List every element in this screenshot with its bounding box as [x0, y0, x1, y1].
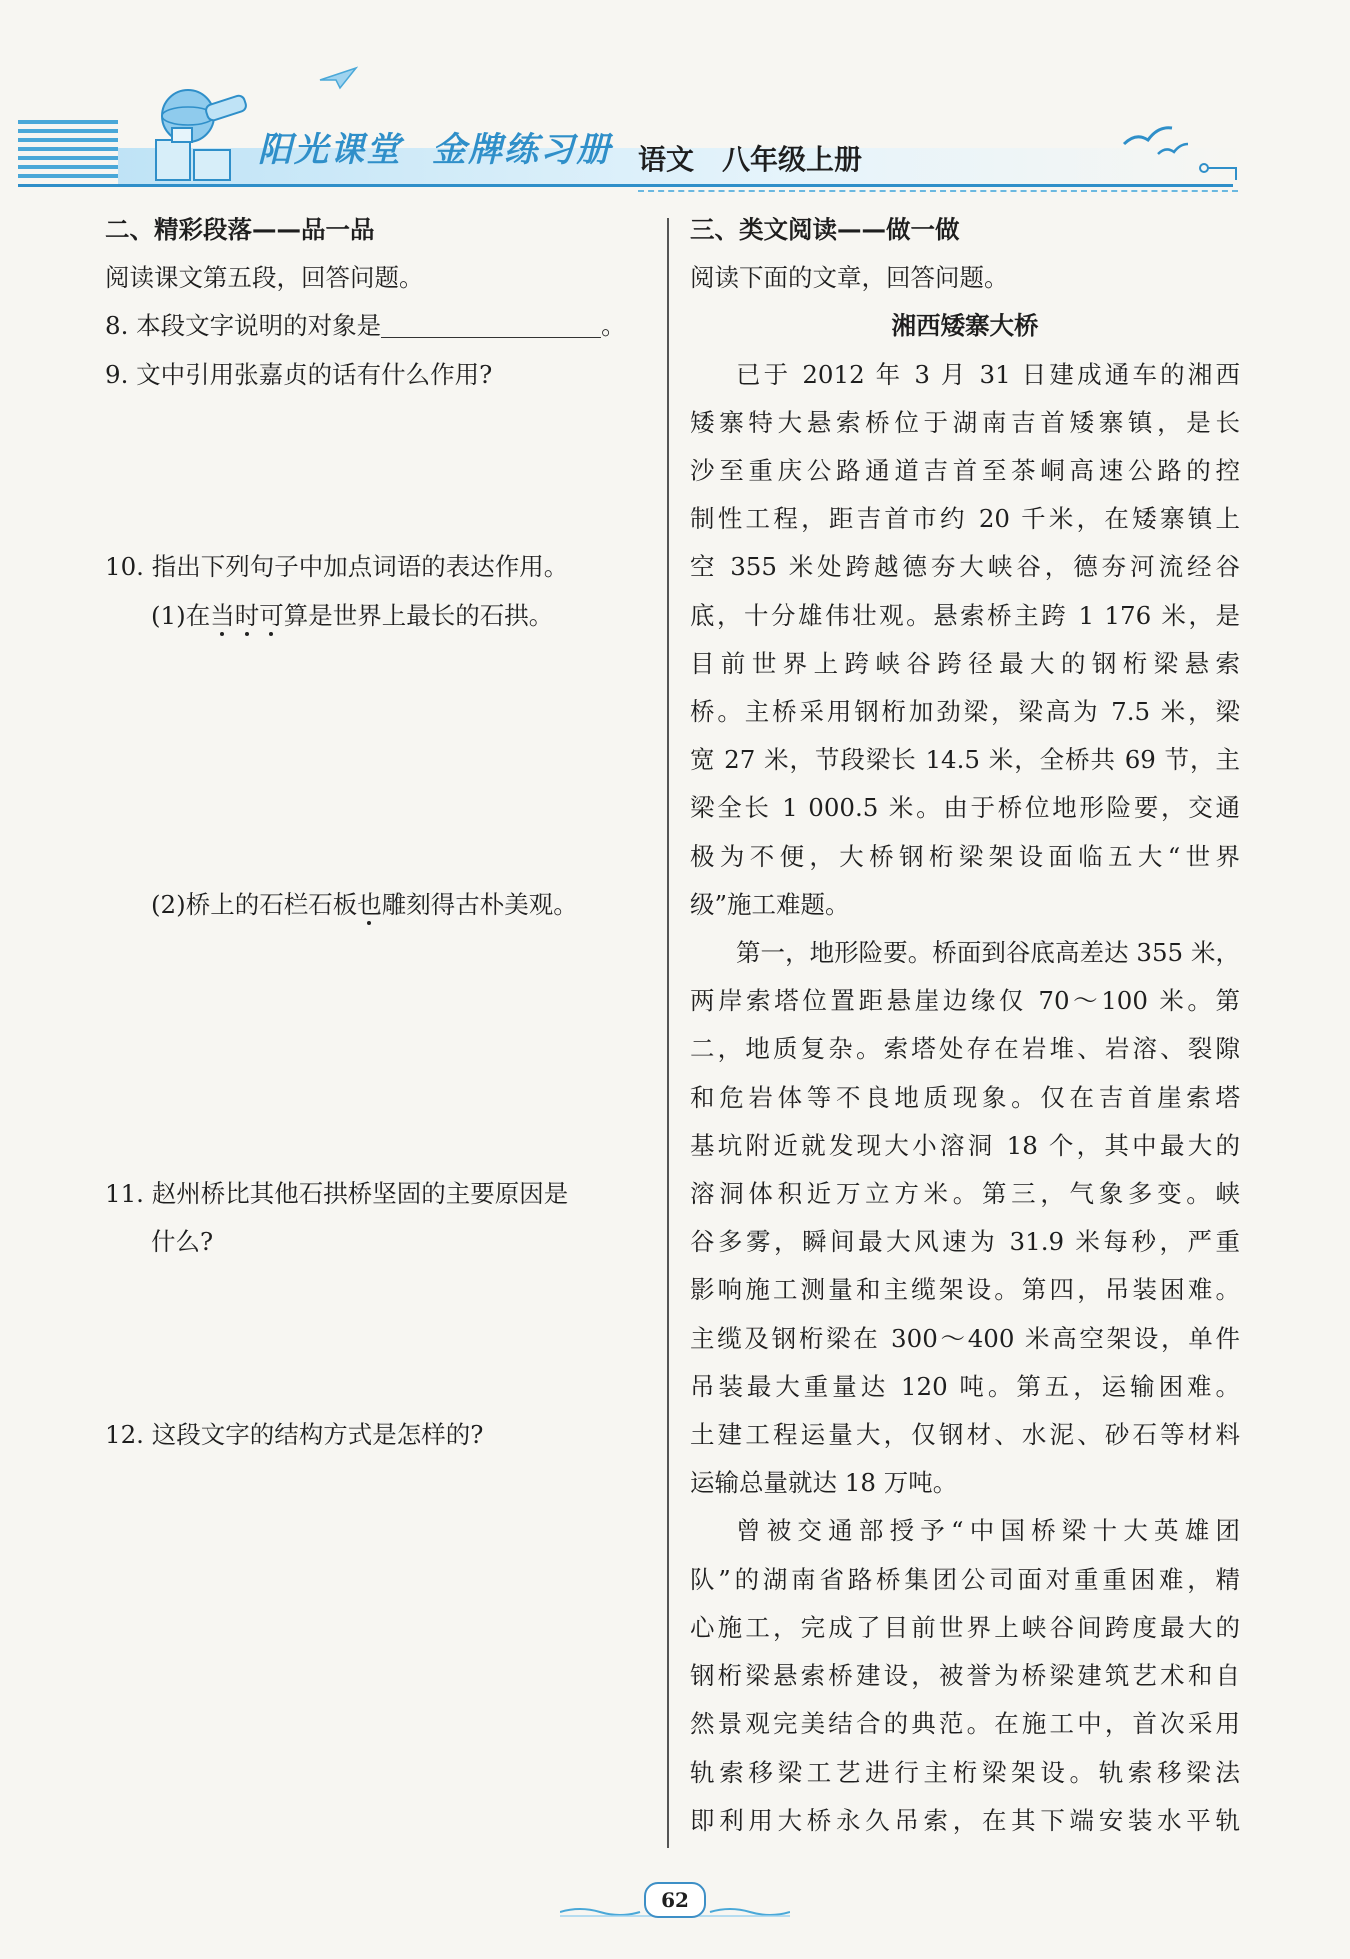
brand-name: 阳光课堂	[258, 130, 402, 170]
subject-name: 语文	[638, 143, 695, 176]
article-line: 心施工，完成了目前世界上峡谷间跨度最大的	[690, 1612, 1240, 1642]
right-column	[690, 206, 1240, 1845]
article-line: 级”施工难题。	[690, 889, 850, 919]
birds-icon	[1118, 110, 1238, 180]
article-line: 谷多雾，瞬间最大风速为 31.9 米每秒，严重	[690, 1227, 1240, 1257]
q10-1-start: (1)在	[151, 600, 211, 630]
mascot-telescope-icon	[148, 80, 258, 184]
article-line: 曾被交通部授予“中国桥梁十大英雄团	[736, 1516, 1240, 1546]
article-line: 基坑附近就发现大小溶洞 18 个，其中最大的	[690, 1130, 1240, 1160]
article-line: 吊装最大重量达 120 吨。第五，运输困难。	[690, 1371, 1240, 1401]
header-dashed-rule	[638, 190, 1238, 192]
question-10-2	[105, 881, 655, 929]
article-line: 和危岩体等不良地质现象。仅在吉首崖索塔	[690, 1082, 1240, 1112]
article-title: 湘西矮寨大桥	[891, 311, 1039, 341]
article-line: 极为不便，大桥钢桁梁架设面临五大“世界	[690, 841, 1240, 871]
article-line: 然景观完美结合的典范。在施工中，首次采用	[690, 1709, 1240, 1739]
article-line: 宽 27 米，节段梁长 14.5 米，全桥共 69 节，主	[690, 745, 1240, 775]
question-8	[105, 302, 655, 350]
brand-title	[258, 122, 642, 171]
article-line: 底，十分雄伟壮观。悬索桥主跨 1 176 米，是	[690, 600, 1240, 630]
left-column	[105, 206, 655, 1459]
emphasis-char: 可	[259, 600, 284, 630]
article-line: 溶洞体积近万立方米。第三，气象多变。峡	[690, 1179, 1240, 1209]
article-line: 空 355 米处跨越德夯大峡谷，德夯河流经谷	[690, 552, 1240, 582]
article-line: 影响施工测量和主缆架设。第四，吊装困难。	[690, 1275, 1240, 1305]
article-line: 两岸索塔位置距悬崖边缘仅 70～100 米。第	[690, 986, 1240, 1016]
section-title-2: 二、精彩段落——品一品	[105, 215, 375, 244]
subject-label	[638, 138, 890, 178]
article-line: 沙至重庆公路通道吉首至茶峒高速公路的控	[690, 456, 1240, 486]
article-line: 已于 2012 年 3 月 31 日建成通车的湘西	[736, 359, 1240, 389]
article-line: 梁全长 1 000.5 米。由于桥位地形险要，交通	[690, 793, 1240, 823]
article-line: 第一，地形险要。桥面到谷底高差达 355 米，	[736, 938, 1240, 968]
q10-2-start: (2)桥上的石栏石板	[151, 889, 358, 919]
q8-text: 8. 本段文字说明的对象是	[105, 311, 382, 341]
question-10-1	[105, 592, 655, 640]
header-rule	[18, 184, 1233, 187]
article-line: 主缆及钢桁梁在 300～400 米高空架设，单件	[690, 1323, 1240, 1353]
article-line: 桥。主桥采用钢桁加劲梁，梁高为 7.5 米，梁	[690, 697, 1240, 727]
article-line: 制性工程，距吉首市约 20 千米，在矮寨镇上	[690, 504, 1240, 534]
emphasis-char: 时	[234, 600, 260, 630]
left-instruction: 阅读课文第五段，回答问题。	[105, 263, 424, 293]
q8-answer-blank[interactable]	[381, 307, 601, 338]
brand-series: 金牌练习册	[432, 130, 612, 170]
q8-period: 。	[601, 311, 626, 341]
article-line: 运输总量就达 18 万吨。	[690, 1468, 958, 1498]
article-line: 轨索移梁工艺进行主桁梁架设。轨索移梁法	[690, 1757, 1240, 1787]
question-10: 10. 指出下列句子中加点词语的表达作用。	[105, 552, 569, 582]
question-9: 9. 文中引用张嘉贞的话有什么作用?	[105, 359, 493, 389]
section-title-3: 三、类文阅读——做一做	[690, 215, 960, 244]
article-line: 二，地质复杂。索塔处存在岩堆、岩溶、裂隙	[690, 1034, 1240, 1064]
paper-plane-icon	[318, 66, 358, 90]
article-line: 目前世界上跨峡谷跨径最大的钢桁梁悬索	[690, 648, 1240, 678]
q10-2-end: 雕刻得古朴美观。	[381, 889, 578, 919]
article-line: 即利用大桥永久吊索，在其下端安装水平轨	[690, 1805, 1240, 1835]
emphasis-char: 也	[357, 889, 382, 919]
article-line: 矮寨特大悬索桥位于湖南吉首矮寨镇，是长	[690, 407, 1240, 437]
page-header	[18, 60, 1248, 190]
emphasis-char: 当	[210, 600, 235, 630]
article-line: 钢桁梁悬索桥建设，被誉为桥梁建筑艺术和自	[690, 1661, 1240, 1691]
question-11-cont: 什么?	[151, 1227, 214, 1257]
question-11: 11. 赵州桥比其他石拱桥坚固的主要原因是	[105, 1179, 569, 1209]
page-number: 62	[644, 1882, 706, 1918]
grade-name: 八年级上册	[722, 143, 863, 176]
header-stripes	[18, 120, 118, 182]
question-12: 12. 这段文字的结构方式是怎样的?	[105, 1420, 484, 1450]
article-line: 土建工程运量大，仅钢材、水泥、砂石等材料	[690, 1420, 1240, 1450]
right-instruction: 阅读下面的文章，回答问题。	[690, 263, 1009, 293]
page-footer	[560, 1880, 790, 1920]
column-divider	[667, 218, 669, 1848]
q10-1-end: 算是世界上最长的石拱。	[283, 600, 554, 630]
article-line: 队”的湖南省路桥集团公司面对重重困难，精	[690, 1564, 1240, 1594]
